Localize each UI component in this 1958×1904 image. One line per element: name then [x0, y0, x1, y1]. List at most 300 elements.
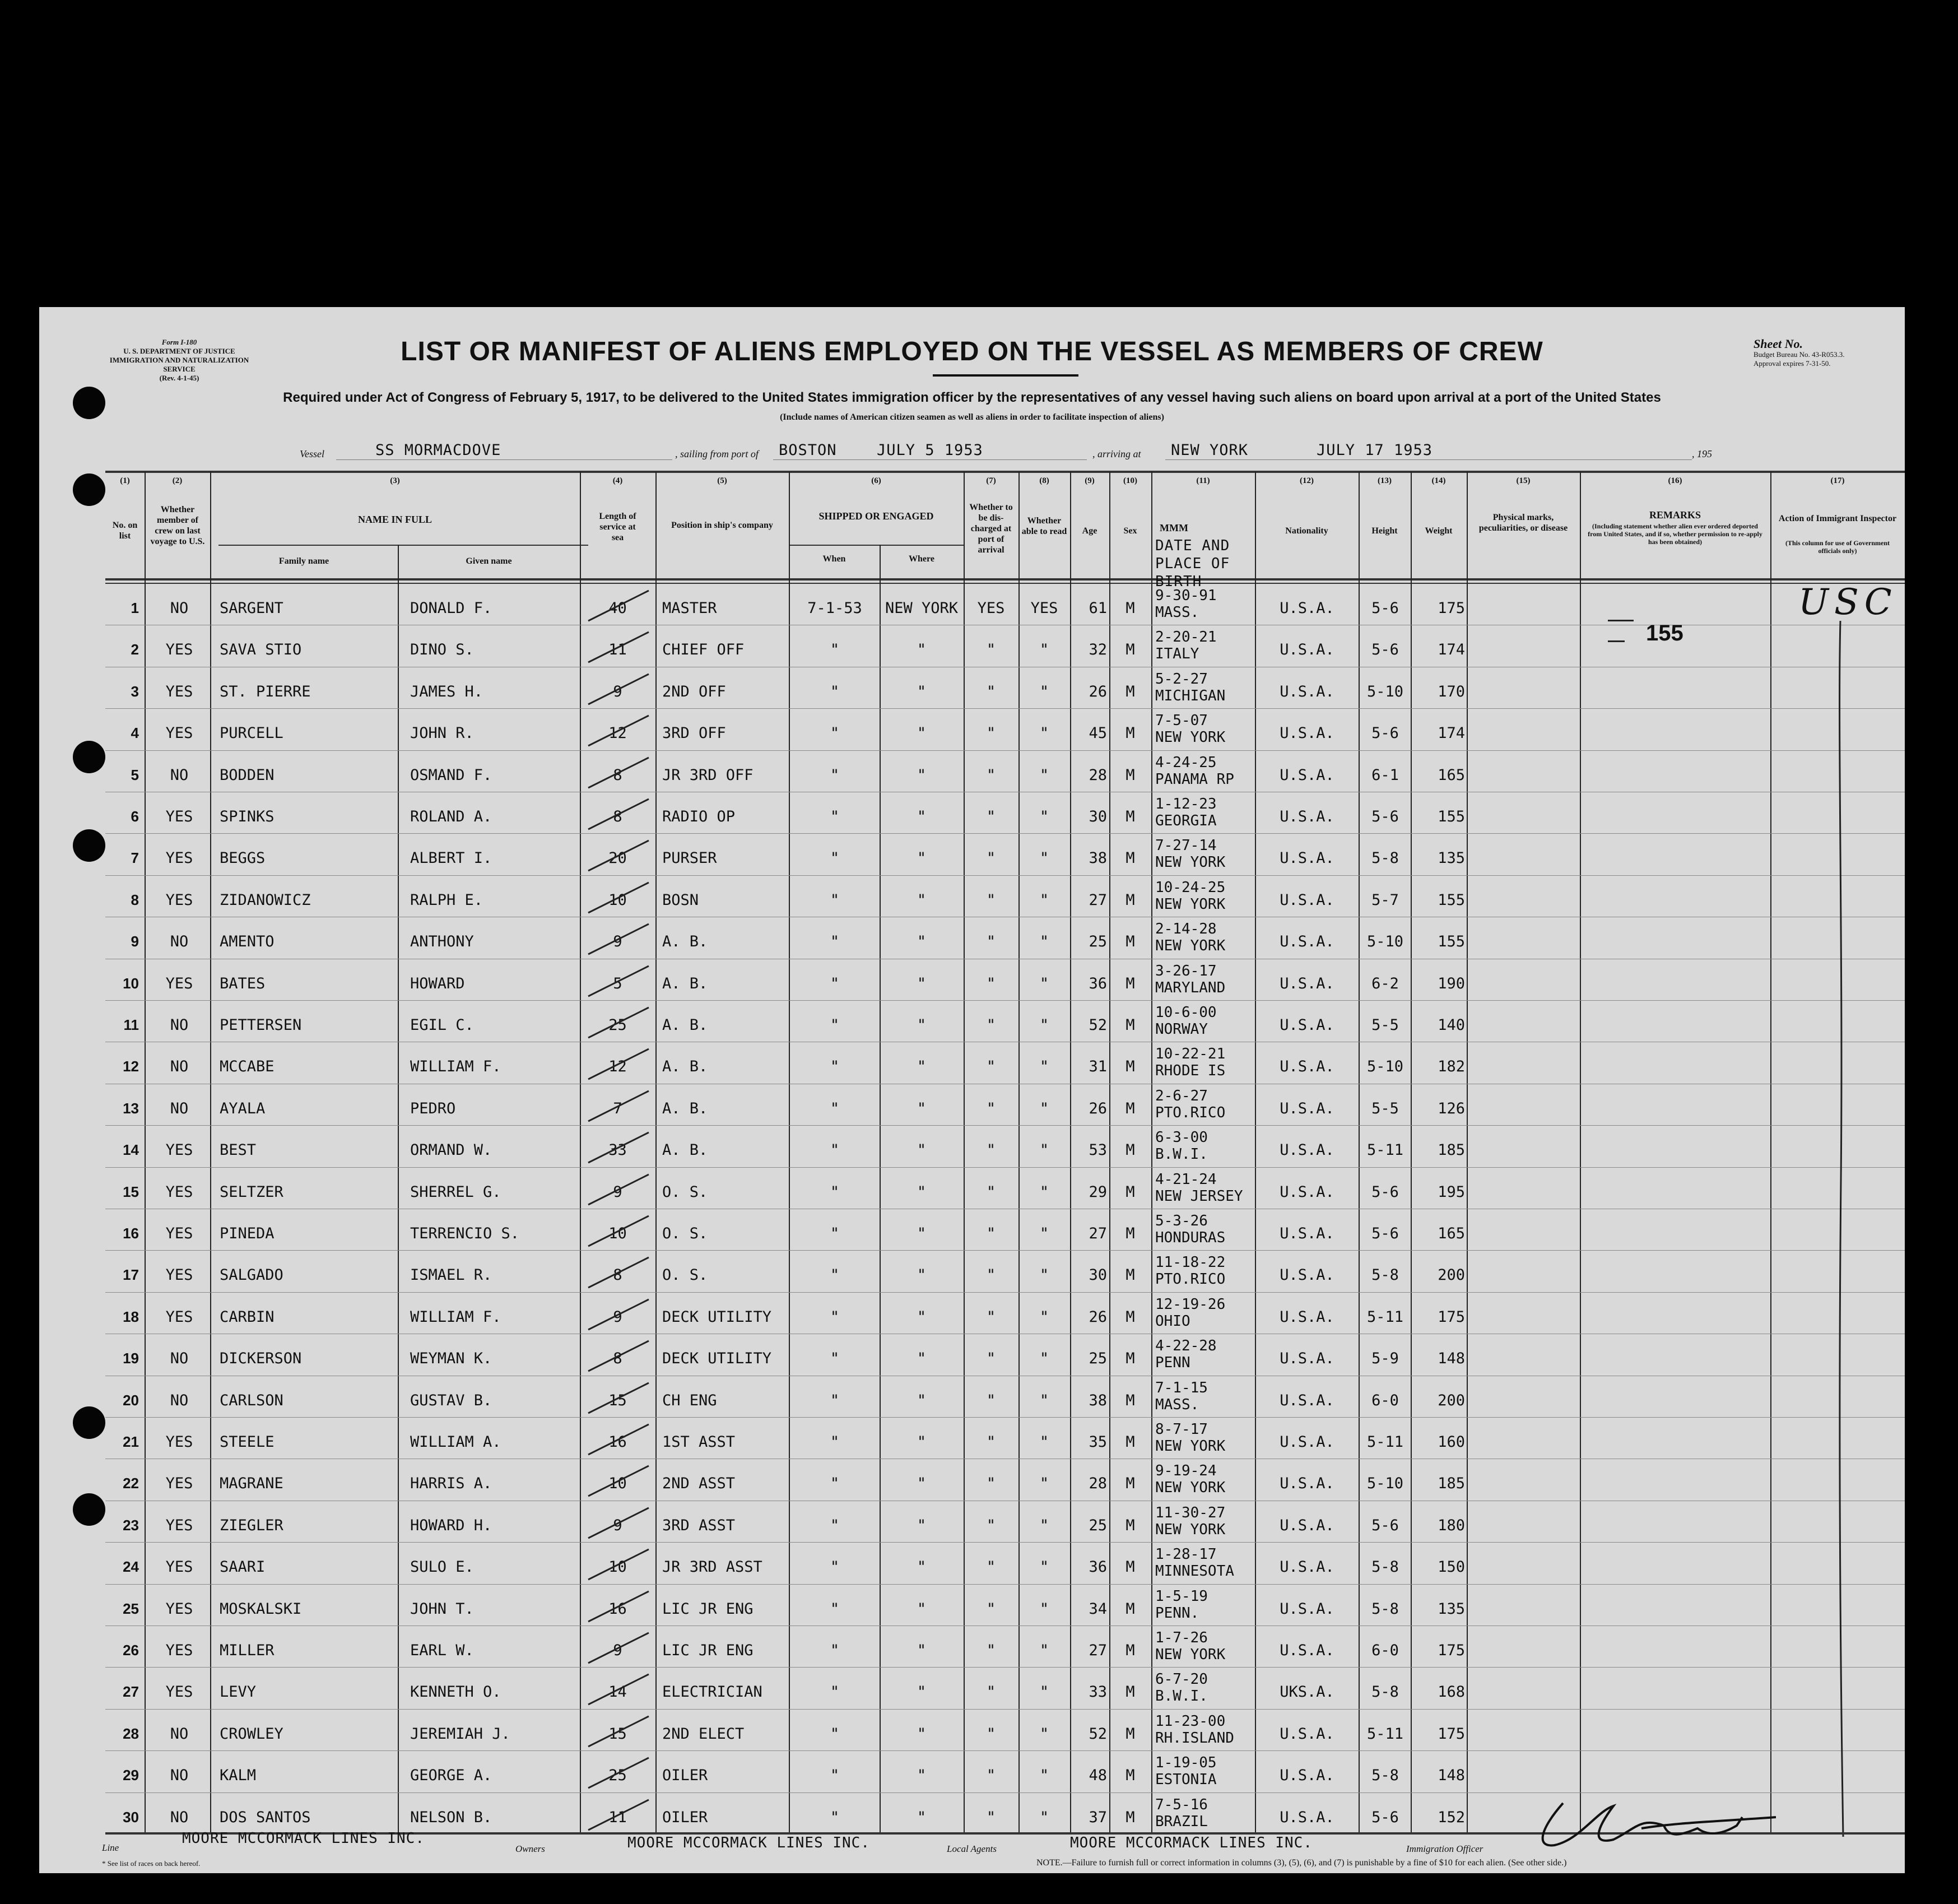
cell-when: ": [830, 1600, 840, 1618]
cell-sex: M: [1125, 1350, 1135, 1368]
birth-place: NEW YORK: [1155, 854, 1226, 871]
birth-place: BRAZIL: [1155, 1813, 1208, 1830]
cell-when: ": [830, 974, 840, 992]
cell-height: 5-11: [1366, 1141, 1404, 1159]
cell-service: 25: [608, 1767, 627, 1785]
cell-where: ": [917, 974, 927, 992]
cell-birth: [1155, 1171, 1243, 1205]
service-check-slash: [582, 836, 654, 875]
cell-sex: M: [1125, 641, 1135, 659]
cell-nat: U.S.A.: [1280, 1475, 1334, 1493]
cell-birth: [1155, 671, 1225, 704]
cell-age: 35: [1089, 1433, 1107, 1451]
cell-weight: 175: [1438, 1725, 1465, 1743]
col-height: Height: [1371, 526, 1398, 536]
cell-where: ": [917, 1350, 927, 1368]
birth-place: NEW YORK: [1155, 1521, 1226, 1538]
line-label: Line: [102, 1842, 119, 1853]
row-number: 3: [131, 682, 139, 700]
birth-place: GEORGIA: [1155, 812, 1217, 829]
cell-read: ": [1039, 1600, 1049, 1618]
cell-height: 5-6: [1371, 808, 1399, 825]
cell-when: ": [830, 766, 840, 784]
cell-where: ": [917, 1683, 927, 1701]
cell-prev: YES: [165, 1183, 193, 1201]
cell-read: ": [1039, 1016, 1049, 1034]
cell-where: ": [917, 891, 927, 909]
cell-given: ISMAEL R.: [410, 1266, 492, 1284]
service-check-slash: [582, 878, 654, 917]
birth-place: RH.ISLAND: [1155, 1729, 1234, 1747]
cell-where: ": [917, 1558, 927, 1576]
cell-given: NELSON B.: [410, 1808, 492, 1826]
year-suffix: , 195: [1692, 448, 1712, 459]
cell-given: WILLIAM A.: [410, 1433, 501, 1451]
birth-place: RHODE IS: [1155, 1062, 1226, 1080]
birth-date: 11-23-00: [1155, 1712, 1226, 1730]
cell-when: ": [830, 1016, 840, 1034]
cell-nat: U.S.A.: [1280, 1516, 1334, 1534]
service-check-slash: [582, 1712, 654, 1751]
row-number: 4: [131, 725, 139, 742]
cell-position: MASTER: [662, 600, 717, 617]
cell-prev: YES: [165, 1683, 193, 1701]
cell-family: CARLSON: [220, 1391, 283, 1409]
birth-date: 5-2-27: [1155, 670, 1208, 688]
cell-birth: [1155, 1546, 1234, 1580]
row-number: 14: [123, 1141, 139, 1159]
cell-prev: YES: [165, 1600, 193, 1618]
cell-weight: 174: [1438, 725, 1465, 742]
cell-age: 27: [1089, 1225, 1107, 1242]
cell-given: SHERREL G.: [410, 1183, 501, 1201]
row-number: 22: [123, 1475, 139, 1492]
inspector-ditto-line: [1826, 621, 1854, 1842]
col7-number: (7): [986, 476, 996, 485]
service-check-slash: [582, 1295, 654, 1334]
cell-nat: U.S.A.: [1280, 1808, 1334, 1826]
cell-weight: 148: [1438, 1350, 1465, 1368]
cell-when: ": [830, 682, 840, 700]
cell-nat: U.S.A.: [1280, 1558, 1334, 1576]
birth-date: 10-6-00: [1155, 1004, 1217, 1021]
cell-weight: 155: [1438, 891, 1465, 909]
birth-date: 1-19-05: [1155, 1754, 1217, 1772]
col-position: Position in ship's company: [671, 521, 773, 530]
cell-age: 27: [1089, 1642, 1107, 1659]
cell-family: SPINKS: [220, 808, 275, 825]
cell-nat: U.S.A.: [1280, 600, 1334, 617]
cell-nat: U.S.A.: [1280, 1433, 1334, 1451]
service-check-slash: [582, 1211, 654, 1251]
birth-place: B.W.I.: [1155, 1688, 1208, 1705]
remark-dash: [1608, 620, 1634, 621]
cell-service: 9: [613, 682, 622, 700]
cell-position: O. S.: [662, 1183, 708, 1201]
cell-birth: [1155, 963, 1225, 996]
cell-family: ZIDANOWICZ: [220, 891, 311, 909]
cell-family: LEVY: [220, 1683, 257, 1701]
vessel-name: SS MORMACDOVE: [375, 442, 501, 459]
row-rule: [105, 1584, 1905, 1585]
birth-place: NEW YORK: [1155, 937, 1226, 955]
cell-birth: [1155, 1296, 1225, 1330]
cell-given: DONALD F.: [410, 600, 492, 617]
birth-place: NEW YORK: [1155, 895, 1226, 913]
cell-position: A. B.: [662, 1058, 708, 1076]
cell-weight: 140: [1438, 1016, 1465, 1034]
cell-where: ": [917, 1808, 927, 1826]
service-check-slash: [582, 920, 654, 959]
cell-height: 5-8: [1371, 1683, 1399, 1701]
cell-prev: YES: [165, 1558, 193, 1576]
cell-prev: YES: [165, 641, 193, 659]
cell-given: DINO S.: [410, 641, 474, 659]
cell-weight: 135: [1438, 849, 1465, 867]
inclusion-note: (Include names of American citizen seamen as well as aliens in order to facilitate inspection of aliens): [780, 412, 1164, 422]
cell-service: 14: [608, 1683, 627, 1701]
cell-position: PURSER: [662, 849, 717, 867]
cell-sex: M: [1125, 766, 1135, 784]
cell-service: 10: [608, 1475, 627, 1493]
row-rule: [105, 708, 1905, 709]
cell-position: 2ND ASST: [662, 1475, 736, 1493]
cell-where: ": [917, 682, 927, 700]
cell-service: 10: [608, 1225, 627, 1242]
row-number: 26: [123, 1642, 139, 1659]
birth-date: 1-7-26: [1155, 1629, 1208, 1646]
cell-prev: YES: [165, 1141, 193, 1159]
birth-date: 4-24-25: [1155, 754, 1217, 771]
cell-given: PEDRO: [410, 1099, 456, 1117]
cell-position: CH ENG: [662, 1391, 717, 1409]
col12-number: (12): [1300, 476, 1314, 485]
col-inspector-action: Action of Immigrant Inspector: [1778, 514, 1897, 523]
cell-nat: U.S.A.: [1280, 1725, 1334, 1743]
cell-read: ": [1039, 1475, 1049, 1493]
cell-where: ": [917, 1058, 927, 1076]
races-note: * See list of races on back hereof.: [102, 1859, 201, 1868]
cell-position: BOSN: [662, 891, 699, 909]
service-check-slash: [582, 962, 654, 1001]
service-check-slash: [582, 1128, 654, 1167]
cell-birth: [1155, 1338, 1217, 1371]
cell-position: LIC JR ENG: [662, 1600, 754, 1618]
cell-read: ": [1039, 808, 1049, 825]
birth-date: 4-21-24: [1155, 1171, 1217, 1188]
cell-prev: YES: [165, 1433, 193, 1451]
cell-discharge: ": [986, 808, 996, 825]
requirement-statement: Required under Act of Congress of February 5, 1917, to be delivered to the United States immigration officer by the representatives of any vessel having such aliens on board upon arrival at a port of the United States: [283, 390, 1661, 405]
cell-family: ST. PIERRE: [220, 682, 311, 700]
officer-signature: [1529, 1795, 1782, 1856]
cell-read: ": [1039, 1099, 1049, 1117]
birth-place: NEW YORK: [1155, 729, 1226, 746]
cell-when: ": [830, 1350, 840, 1368]
service-check-slash: [582, 1753, 654, 1792]
row-number: 8: [131, 891, 139, 908]
cell-where: ": [917, 1183, 927, 1201]
cell-service: 8: [613, 1350, 622, 1368]
col-previous-voyage: Whether member of crew on last voyage to U.S.: [150, 505, 205, 546]
cell-when: ": [830, 1433, 840, 1451]
cell-service: 25: [608, 1016, 627, 1034]
cell-family: KALM: [220, 1767, 257, 1785]
remark-weight-correction: 155: [1646, 621, 1683, 645]
cell-read: ": [1039, 1808, 1049, 1826]
binder-hole: [73, 1406, 105, 1439]
cell-age: 38: [1089, 849, 1107, 867]
birth-date: 3-26-17: [1155, 962, 1217, 979]
cell-discharge: ": [986, 974, 996, 992]
row-rule: [105, 750, 1905, 751]
cell-service: 9: [613, 933, 622, 951]
cell-birth: [1155, 629, 1217, 662]
service-check-slash: [582, 586, 654, 625]
cell-where: ": [917, 1725, 927, 1743]
birth-date: 9-30-91: [1155, 587, 1217, 604]
birth-place: NEW YORK: [1155, 1438, 1226, 1455]
cell-age: 30: [1089, 1266, 1107, 1284]
cell-position: 3RD ASST: [662, 1516, 736, 1534]
cell-discharge: ": [986, 1183, 996, 1201]
cell-given: ALBERT I.: [410, 849, 492, 867]
birth-date: 7-27-14: [1155, 837, 1217, 855]
cell-given: TERRENCIO S.: [410, 1225, 520, 1242]
cell-position: A. B.: [662, 974, 708, 992]
cell-weight: 195: [1438, 1183, 1465, 1201]
cell-discharge: ": [986, 1808, 996, 1826]
cell-position: O. S.: [662, 1225, 708, 1242]
cell-position: 3RD OFF: [662, 725, 726, 742]
cell-height: 5-6: [1371, 1183, 1399, 1201]
cell-family: MAGRANE: [220, 1475, 283, 1493]
cell-service: 10: [608, 1558, 627, 1576]
cell-height: 5-6: [1371, 600, 1399, 617]
cell-height: 5-11: [1366, 1433, 1404, 1451]
cell-birth: [1155, 1004, 1217, 1038]
service-check-slash: [582, 1503, 654, 1543]
cell-read: ": [1039, 1767, 1049, 1785]
cell-sex: M: [1125, 1558, 1135, 1576]
cell-given: ROLAND A.: [410, 808, 492, 825]
cell-height: 5-10: [1366, 1058, 1404, 1076]
cell-service: 11: [608, 1808, 627, 1826]
cell-when: ": [830, 1266, 840, 1284]
cell-family: PETTERSEN: [220, 1016, 302, 1034]
cell-weight: 148: [1438, 1767, 1465, 1785]
cell-sex: M: [1125, 1516, 1135, 1534]
cell-given: WILLIAM F.: [410, 1058, 501, 1076]
row-number: 13: [123, 1099, 139, 1117]
cell-discharge: ": [986, 1391, 996, 1409]
cell-given: ORMAND W.: [410, 1141, 492, 1159]
cell-when: ": [830, 891, 840, 909]
col8-number: (8): [1039, 476, 1049, 485]
row-rule: [105, 1667, 1905, 1668]
cell-nat: U.S.A.: [1280, 1642, 1334, 1659]
row-rule: [105, 1417, 1905, 1418]
birth-date: 4-22-28: [1155, 1338, 1217, 1355]
cell-service: 15: [608, 1391, 627, 1409]
col-family-name: Family name: [278, 556, 329, 566]
col-inspector-note: (This column for use of Government officials only): [1785, 539, 1890, 555]
cell-sex: M: [1125, 1099, 1135, 1117]
cell-position: CHIEF OFF: [662, 641, 745, 659]
cell-discharge: ": [986, 1308, 996, 1326]
cell-family: MILLER: [220, 1642, 275, 1659]
row-number: 18: [123, 1308, 139, 1325]
cell-discharge: ": [986, 1600, 996, 1618]
inspector-usc-mark: USC: [1798, 582, 1897, 623]
cell-prev: YES: [165, 849, 193, 867]
cell-discharge: ": [986, 641, 996, 659]
cell-height: 5-6: [1371, 1808, 1399, 1826]
cell-prev: YES: [165, 725, 193, 742]
cell-birth: [1155, 712, 1225, 746]
cell-weight: 182: [1438, 1058, 1465, 1076]
binder-hole: [73, 829, 105, 862]
cell-when: ": [830, 1767, 840, 1785]
birth-place: NORWAY: [1155, 1021, 1208, 1038]
cell-discharge: ": [986, 849, 996, 867]
cell-when: 7-1-53: [807, 600, 862, 617]
cell-when: ": [830, 1642, 840, 1659]
cell-prev: NO: [170, 933, 189, 951]
cell-prev: NO: [170, 1767, 189, 1785]
cell-weight: 135: [1438, 1600, 1465, 1618]
sailing-label: , sailing from port of: [675, 448, 759, 459]
birth-place: PENN: [1155, 1354, 1190, 1372]
cell-birth: [1155, 1713, 1234, 1747]
birth-date: 7-1-15: [1155, 1379, 1208, 1396]
row-rule: [105, 875, 1905, 876]
birth-place: OHIO: [1155, 1312, 1190, 1330]
col-age: Age: [1082, 526, 1097, 536]
cell-weight: 168: [1438, 1683, 1465, 1701]
binder-hole: [73, 473, 105, 506]
cell-prev: YES: [165, 1308, 193, 1326]
cell-service: 9: [613, 1183, 622, 1201]
cell-given: HOWARD H.: [410, 1516, 492, 1534]
cell-prev: NO: [170, 1725, 189, 1743]
cell-age: 28: [1089, 766, 1107, 784]
birth-date: 11-18-22: [1155, 1254, 1226, 1271]
cell-service: 9: [613, 1642, 622, 1659]
cell-read: ": [1039, 1558, 1049, 1576]
cell-discharge: ": [986, 1016, 996, 1034]
col1-number: (1): [120, 476, 130, 485]
service-check-slash: [582, 795, 654, 834]
cell-age: 37: [1089, 1808, 1107, 1826]
cell-birth: [1155, 879, 1225, 913]
service-check-slash: [582, 1170, 654, 1209]
cell-age: 31: [1089, 1058, 1107, 1076]
cell-prev: YES: [165, 1475, 193, 1493]
row-number: 17: [123, 1266, 139, 1284]
cell-weight: 152: [1438, 1808, 1465, 1826]
row-rule: [105, 833, 1905, 834]
cell-read: YES: [1030, 600, 1058, 617]
cell-nat: U.S.A.: [1280, 1266, 1334, 1284]
birth-place: MINNESOTA: [1155, 1563, 1234, 1580]
row-number: 21: [123, 1433, 139, 1450]
vessel-label: Vessel: [300, 448, 324, 459]
cell-discharge: ": [986, 1266, 996, 1284]
cell-when: ": [830, 1141, 840, 1159]
cell-height: 5-6: [1371, 1225, 1399, 1242]
birth-date: 6-3-00: [1155, 1129, 1208, 1146]
cell-service: 9: [613, 1308, 622, 1326]
cell-sex: M: [1125, 1058, 1135, 1076]
cell-family: BODDEN: [220, 766, 275, 784]
cell-sex: M: [1125, 1183, 1135, 1201]
cell-age: 34: [1089, 1600, 1107, 1618]
cell-sex: M: [1125, 1433, 1135, 1451]
row-rule: [105, 1292, 1905, 1293]
cell-sex: M: [1125, 1266, 1135, 1284]
row-rule: [105, 1709, 1905, 1710]
cell-service: 5: [613, 974, 622, 992]
cell-weight: 190: [1438, 974, 1465, 992]
cell-where: ": [917, 808, 927, 825]
cell-age: 52: [1089, 1016, 1107, 1034]
cell-discharge: ": [986, 1516, 996, 1534]
birth-date: 7-5-16: [1155, 1796, 1208, 1813]
arrival-date: JULY 17 1953: [1317, 442, 1433, 459]
cell-weight: 150: [1438, 1558, 1465, 1576]
row-number: 7: [131, 849, 139, 867]
cell-prev: YES: [165, 891, 193, 909]
service-check-slash: [582, 1336, 654, 1376]
cell-nat: U.S.A.: [1280, 1308, 1334, 1326]
cell-when: ": [830, 1558, 840, 1576]
cell-where: ": [917, 725, 927, 742]
cell-prev: NO: [170, 600, 189, 617]
cell-age: 28: [1089, 1475, 1107, 1493]
cell-given: JAMES H.: [410, 682, 483, 700]
agents-label: Local Agents: [947, 1843, 997, 1854]
cell-birth: [1155, 1504, 1225, 1538]
cell-discharge: ": [986, 1225, 996, 1242]
agents-value: MOORE MCCORMACK LINES INC.: [1070, 1835, 1313, 1851]
cell-nat: U.S.A.: [1280, 1141, 1334, 1159]
cell-birth: [1155, 921, 1225, 954]
cell-family: CROWLEY: [220, 1725, 283, 1743]
birth-place: MICHIGAN: [1155, 687, 1226, 704]
cell-when: ": [830, 1225, 840, 1242]
cell-where: ": [917, 1391, 927, 1409]
sheet-number-label: Sheet No.: [1754, 337, 1803, 351]
cell-height: 5-6: [1371, 641, 1399, 659]
cell-discharge: ": [986, 891, 996, 909]
cell-discharge: YES: [977, 600, 1005, 617]
cell-prev: NO: [170, 1391, 189, 1409]
cell-discharge: ": [986, 1433, 996, 1451]
row-number: 10: [123, 974, 139, 992]
cell-given: JOHN T.: [410, 1600, 474, 1618]
birth-date: 2-6-27: [1155, 1087, 1208, 1104]
cell-sex: M: [1125, 1767, 1135, 1785]
cell-birth: [1155, 1213, 1225, 1246]
col-sex: Sex: [1123, 526, 1137, 536]
cell-read: ": [1039, 1642, 1049, 1659]
cell-service: 12: [608, 725, 627, 742]
cell-when: ": [830, 1475, 840, 1493]
cell-nat: UKS.A.: [1280, 1683, 1334, 1701]
cell-when: ": [830, 1725, 840, 1743]
revision: (Rev. 4-1-45): [159, 374, 199, 382]
